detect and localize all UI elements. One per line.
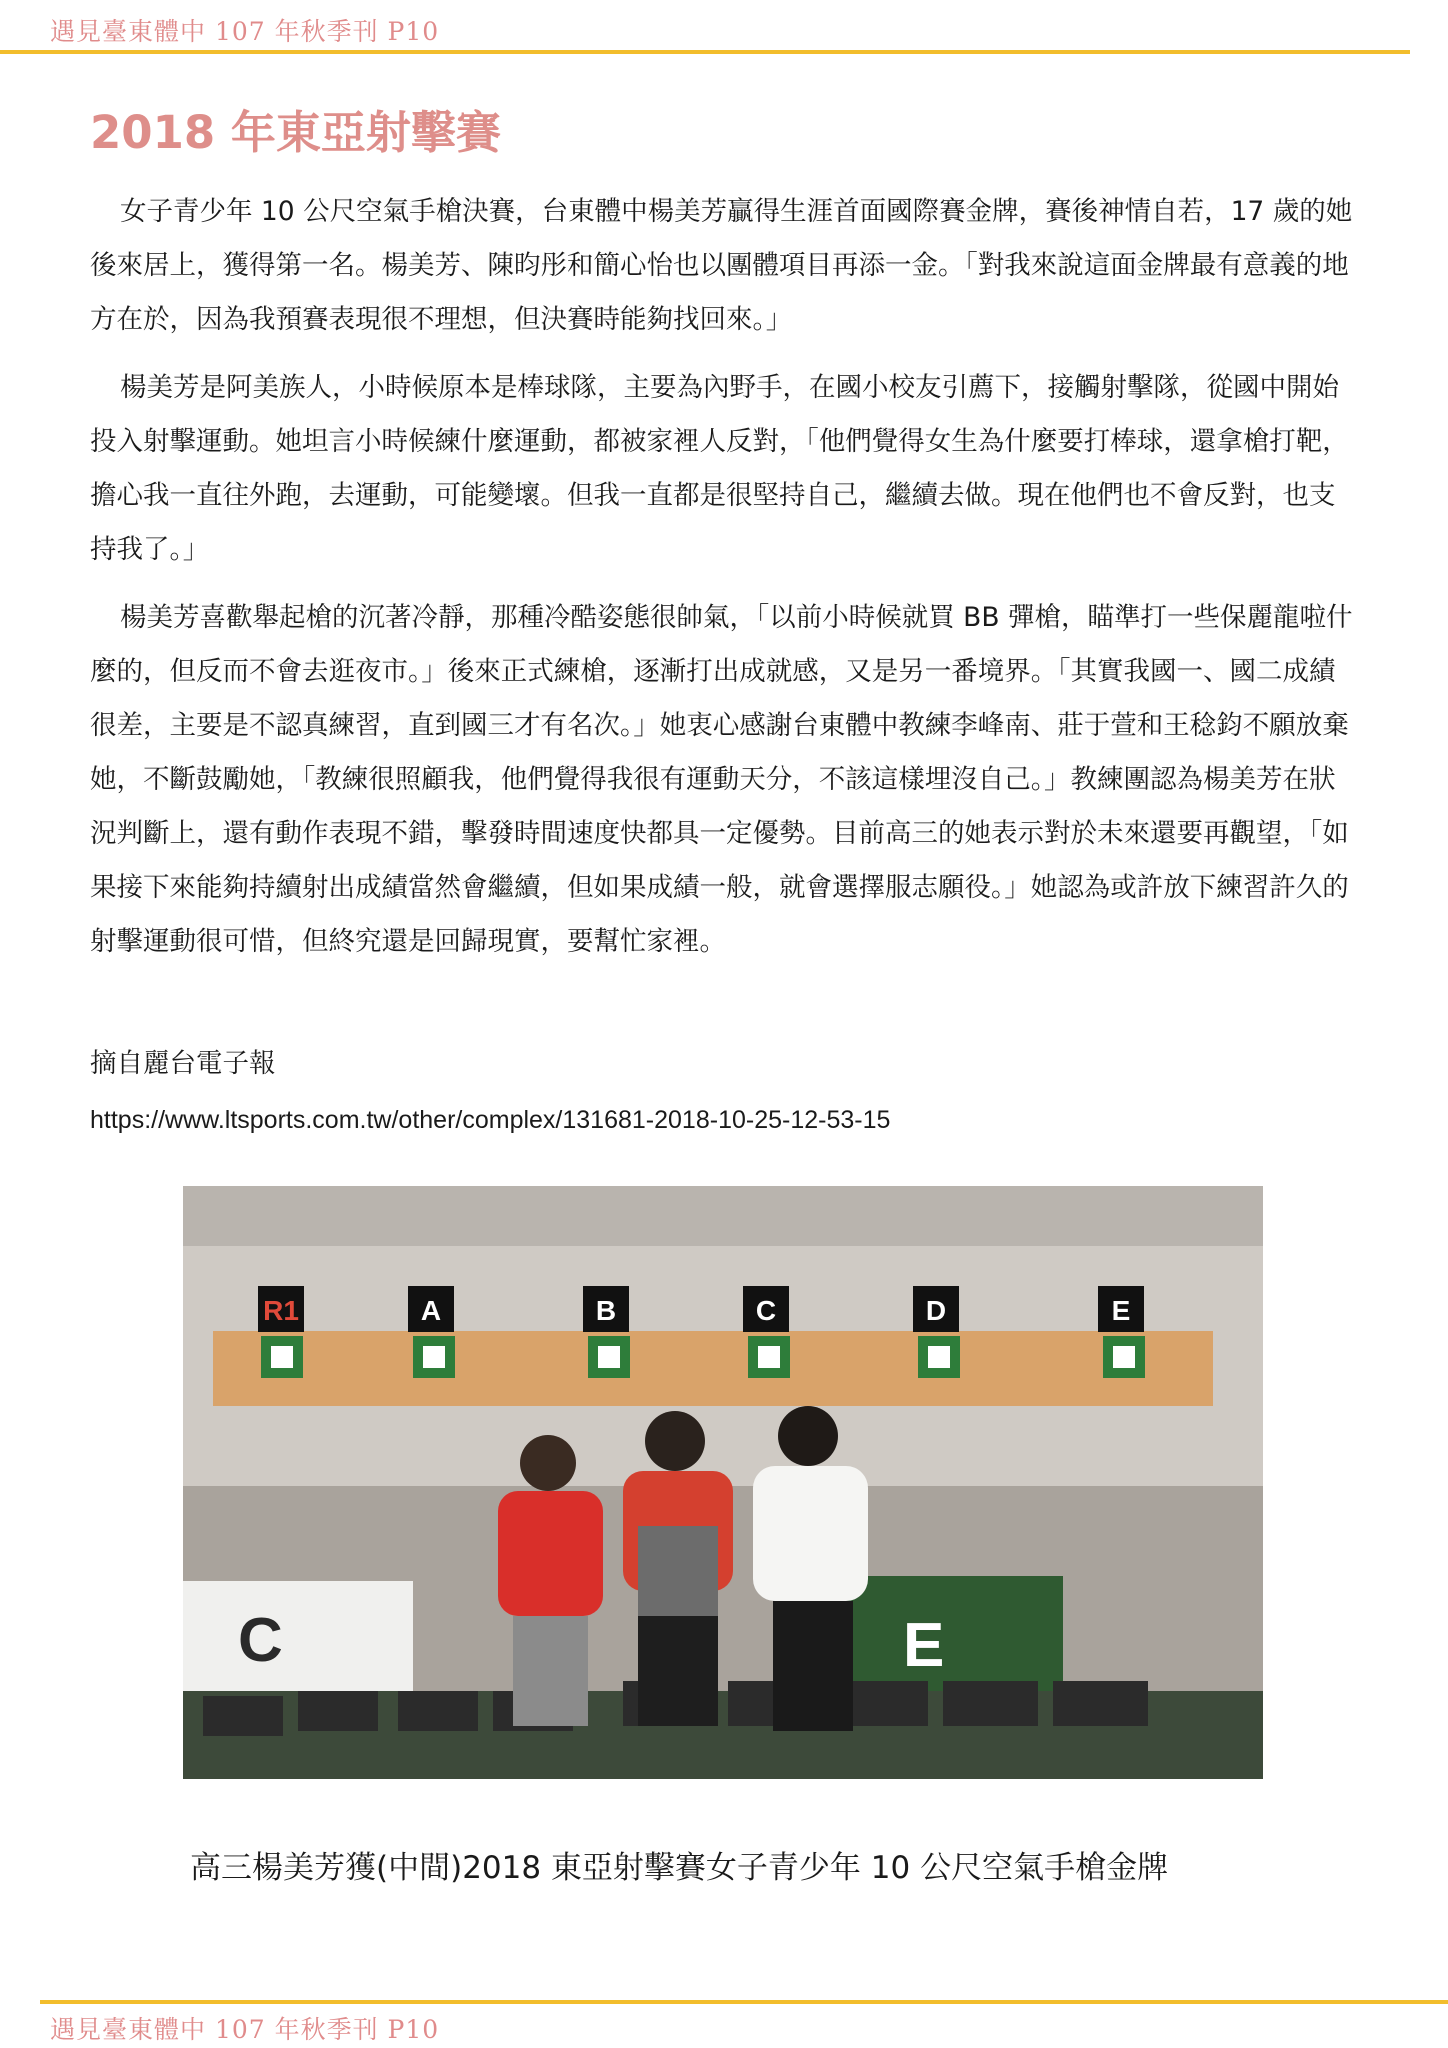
floor-letter: C [238, 1606, 283, 1675]
lane-sign-letter: A [420, 1295, 442, 1326]
lane-sign-letter: D [925, 1295, 947, 1326]
lane-sign-letter: E [1111, 1295, 1131, 1326]
lane-sign-letter: B [595, 1295, 617, 1326]
paragraph-3: 楊美芳喜歡舉起槍的沉著冷靜，那種冷酷姿態很帥氣，「以前小時候就買 BB 彈槍，瞄準打一些保麗龍啦什麼的，但反而不會去逛夜市。」後來正式練槍，逐漸打出成就感，又是另一番境界。「其實我國一、國二成績很差，主要是不認真練習，直到國三才有名次。」她衷心感謝台東體中教練李峰南、莊于萱和王稔鈞不願放棄她，不斷鼓勵她，「教練很照顧我，他們覺得我很有運動天分，不該這樣埋沒自己。」教練團認為楊美芳在狀況判斷上，還有動作表現不錯，擊發時間速度快都具一定優勢。目前高三的她表示對於未來還要再觀望，「如果接下來能夠持續射出成績當然會繼續，但如果成績一般，就會選擇服志願役。」她認為或許放下練習許久的射擊運動很可惜，但終究還是回歸現實，要幫忙家裡。 [90, 602, 1353, 957]
lane-sign-letter: R1 [263, 1295, 299, 1326]
source-label: 摘自麗台電子報 [90, 1048, 276, 1079]
article-title: 2018 年東亞射擊賽 [90, 106, 501, 159]
header-divider [0, 50, 1410, 54]
running-header: 遇見臺東體中 107 年秋季刊 P10 [50, 17, 440, 46]
paragraph-2: 楊美芳是阿美族人，小時候原本是棒球隊，主要為內野手，在國小校友引薦下，接觸射擊隊，從國中開始投入射擊運動。她坦言小時候練什麼運動，都被家裡人反對，「他們覺得女生為什麼要打棒球，還拿槍打靶，擔心我一直往外跑，去運動，可能變壞。但我一直都是很堅持自己，繼續去做。現在他們也不會反對，也支持我了。」 [90, 372, 1349, 565]
award-photo [183, 1186, 1263, 1779]
lane-sign-letter: C [755, 1295, 777, 1326]
footer-divider [40, 2000, 1448, 2004]
photo-caption: 高三楊美芳獲(中間)2018 東亞射擊賽女子青少年 10 公尺空氣手槍金牌 [190, 1850, 1169, 1886]
running-footer: 遇見臺東體中 107 年秋季刊 P10 [50, 2015, 440, 2044]
article-body [90, 185, 1360, 983]
source-link[interactable]: https://www.ltsports.com.tw/other/complex/131681-2018-10-25-12-53-15 [90, 1106, 891, 1134]
paragraph-1: 女子青少年 10 公尺空氣手槍決賽，台東體中楊美芳贏得生涯首面國際賽金牌，賽後神情自若，17 歲的她後來居上，獲得第一名。楊美芳、陳昀彤和簡心怡也以團體項目再添一金。「對我來說這面金牌最有意義的地方在於，因為我預賽表現很不理想，但決賽時能夠找回來。」 [90, 196, 1353, 335]
floor-letter: E [903, 1611, 945, 1680]
award-photo-illustration [183, 1186, 1263, 1779]
